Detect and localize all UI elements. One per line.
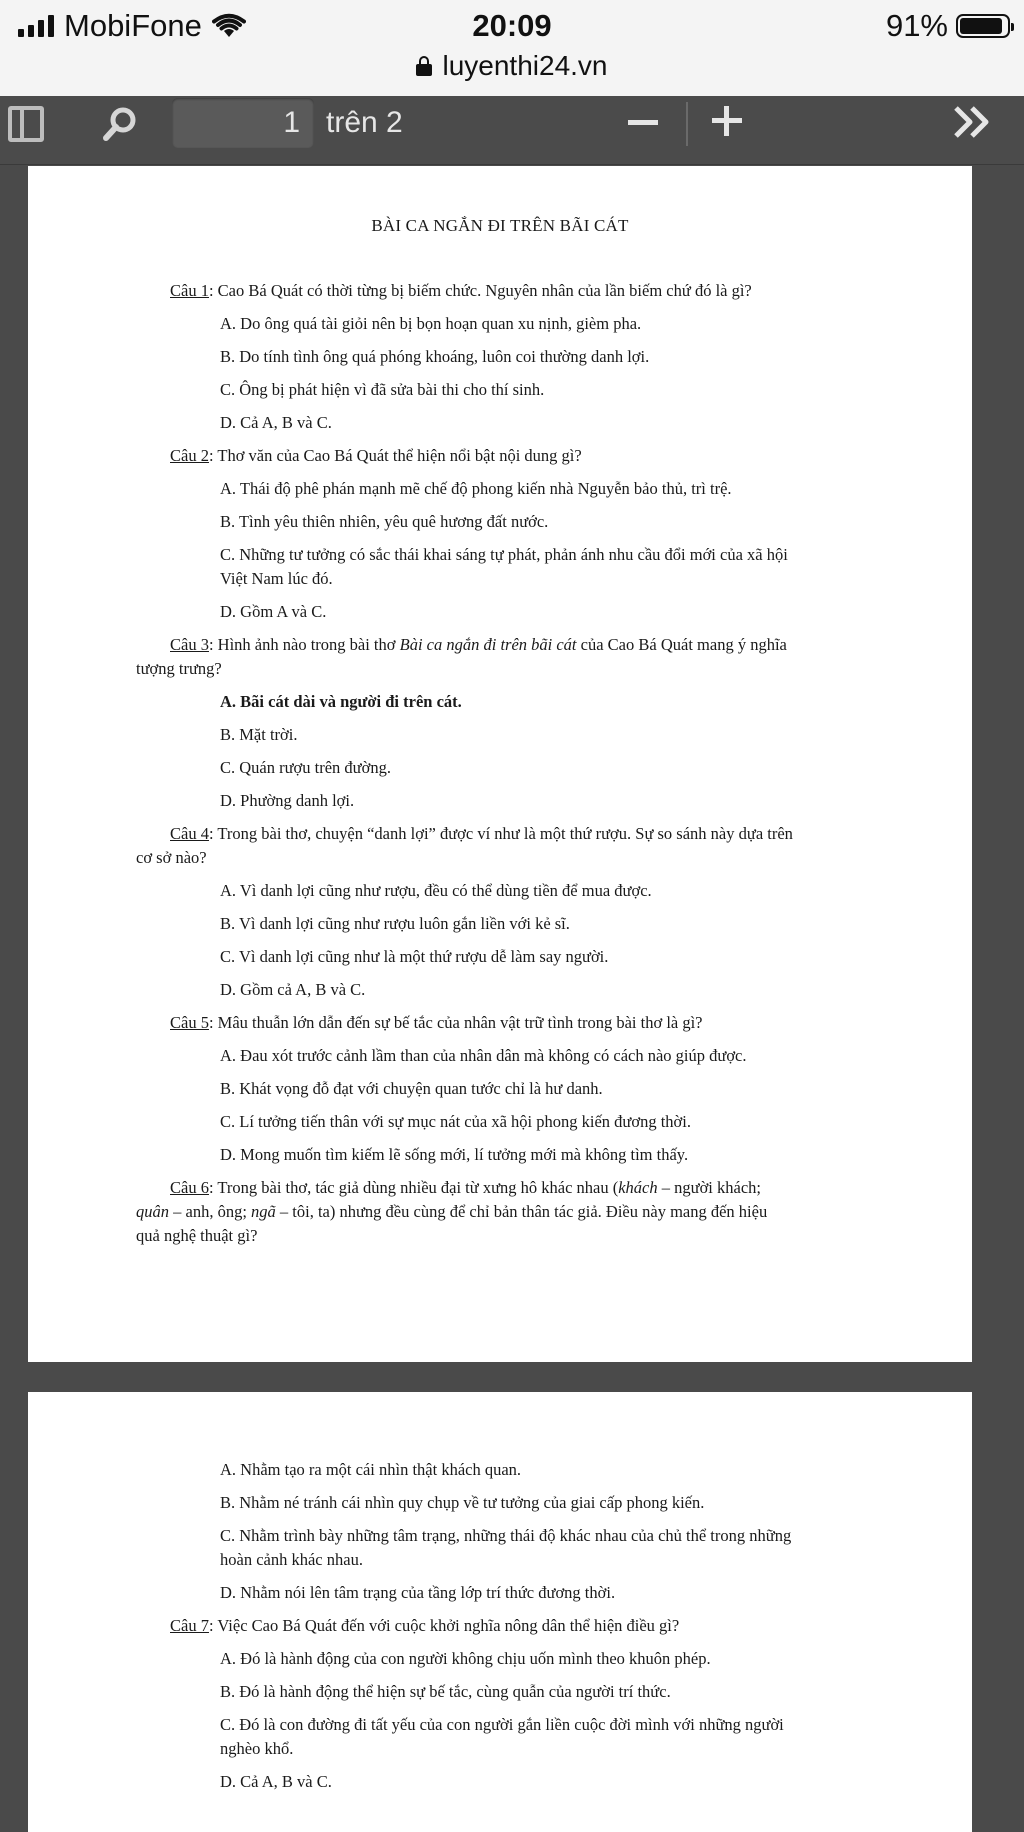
status-bar [0, 6, 1024, 46]
zoom-in-button[interactable] [712, 106, 742, 136]
battery-icon [956, 14, 1010, 38]
answer-option: C. Quán rượu trên đường. [220, 758, 391, 777]
answer-option: C. Nhằm trình bày những tâm trạng, những thái độ khác nhau của chủ thể trong những hoàn cảnh khác nhau. [220, 1526, 792, 1569]
url-domain[interactable]: luyenthi24.vn [442, 50, 608, 81]
answer-option: A. Do ông quá tài giỏi nên bị bọn hoạn quan xu nịnh, gièm pha. [220, 314, 642, 333]
document-title: BÀI CA NGẮN ĐI TRÊN BÃI CÁT [371, 216, 629, 235]
question-4: Câu 4: Trong bài thơ, chuyện “danh lợi” được ví như là một thứ rượu. Sự so sánh này dựa trên cơ sở nào? [136, 824, 793, 867]
answer-option: B. Tình yêu thiên nhiên, yêu quê hương đất nước. [220, 512, 549, 531]
answer-option: B. Khát vọng đỗ đạt với chuyện quan tước chỉ là hư danh. [220, 1079, 603, 1098]
address-bar[interactable] [0, 50, 1024, 82]
page-number-input[interactable]: 1 [172, 98, 314, 148]
answer-option: B. Đó là hành động thể hiện sự bế tắc, cùng quẫn của người trí thức. [220, 1682, 671, 1701]
answer-option: C. Đó là con đường đi tất yếu của con người gắn liền cuộc đời mình với những người nghèo khổ. [220, 1715, 784, 1758]
question-5: Câu 5: Mâu thuẫn lớn dẫn đến sự bế tắc của nhân vật trữ tình trong bài thơ là gì? [170, 1013, 703, 1032]
answer-option: B. Vì danh lợi cũng như rượu luôn gắn liền với kẻ sĩ. [220, 914, 570, 933]
question-3: Câu 3: Hình ảnh nào trong bài thơ Bài ca ngắn đi trên bãi cát của Cao Bá Quát mang ý nghĩa tượng trưng? [136, 635, 787, 678]
battery-percent: 91% [885, 8, 948, 43]
question-1: Câu 1: Cao Bá Quát có thời từng bị biếm chức. Nguyên nhân của lần biếm chứ đó là gì? [170, 281, 752, 300]
answer-option: D. Phường danh lợi. [220, 791, 355, 810]
answer-option: C. Ông bị phát hiện vì đã sửa bài thi cho thí sinh. [220, 380, 545, 399]
answer-option: A. Đó là hành động của con người không chịu uốn mình theo khuôn phép. [220, 1649, 711, 1668]
search-icon[interactable] [100, 104, 140, 144]
answer-option: D. Cả A, B và C. [220, 413, 332, 432]
toolbar-divider [686, 102, 688, 146]
answer-option: C. Những tư tưởng có sắc thái khai sáng tự phát, phản ánh nhu cầu đổi mới của xã hội Việt Nam lúc đó. [220, 545, 788, 588]
pdf-page-1 [28, 166, 972, 1362]
double-chevron-right-icon[interactable] [950, 102, 994, 142]
answer-option: A. Vì danh lợi cũng như rượu, đều có thể dùng tiền để mua được. [220, 881, 652, 900]
page-count-label: trên 2 [326, 106, 403, 139]
page-1-content [28, 279, 972, 1248]
answer-option: B. Mặt trời. [220, 725, 298, 744]
answer-option: D. Gồm cả A, B và C. [220, 980, 366, 999]
answer-option: C. Vì danh lợi cũng như là một thứ rượu dễ làm say người. [220, 947, 609, 966]
battery-status [886, 6, 1010, 46]
page-2-content [28, 1458, 972, 1794]
answer-option: A. Nhằm tạo ra một cái nhìn thật khách quan. [220, 1460, 522, 1479]
answer-option: D. Gồm A và C. [220, 602, 327, 621]
zoom-out-button[interactable] [628, 120, 658, 125]
answer-option: A. Thái độ phê phán mạnh mẽ chế độ phong kiến nhà Nguyễn bảo thủ, trì trệ. [220, 479, 732, 498]
answer-option: A. Đau xót trước cảnh lầm than của nhân dân mà không có cách nào giúp được. [220, 1046, 747, 1065]
lock-icon [416, 56, 432, 76]
sidebar-toggle-icon[interactable] [8, 106, 44, 142]
answer-option: B. Do tính tình ông quá phóng khoáng, luôn coi thường danh lợi. [220, 347, 650, 366]
carrier-name: MobiFone [64, 8, 202, 43]
clock: 20:09 [472, 8, 552, 43]
answer-option: C. Lí tưởng tiến thân với sự mục nát của xã hội phong kiến đương thời. [220, 1112, 691, 1131]
pdf-toolbar [0, 96, 1024, 165]
answer-option: D. Nhằm nói lên tâm trạng của tầng lớp trí thức đương thời. [220, 1583, 616, 1602]
question-2: Câu 2: Thơ văn của Cao Bá Quát thể hiện nổi bật nội dung gì? [170, 446, 582, 465]
pdf-page-2 [28, 1392, 972, 1832]
answer-option: B. Nhằm né tránh cái nhìn quy chụp về tư tưởng của giai cấp phong kiến. [220, 1493, 705, 1512]
browser-top-bar [0, 0, 1024, 96]
answer-option-highlighted: A. Bãi cát dài và người đi trên cát. [220, 692, 462, 711]
question-7: Câu 7: Việc Cao Bá Quát đến với cuộc khởi nghĩa nông dân thể hiện điều gì? [170, 1616, 680, 1635]
answer-option: D. Cả A, B và C. [220, 1772, 332, 1791]
question-6: Câu 6: Trong bài thơ, tác giả dùng nhiều đại từ xưng hô khác nhau (khách – người khách; quân – anh, ông; ngã – tôi, ta) nhưng đều cùng để chỉ bản thân tác giả. Điều này mang đến hiệu quả nghệ thuật gì? [136, 1178, 768, 1245]
answer-option: D. Mong muốn tìm kiếm lẽ sống mới, lí tưởng mới mà không tìm thấy. [220, 1145, 689, 1164]
